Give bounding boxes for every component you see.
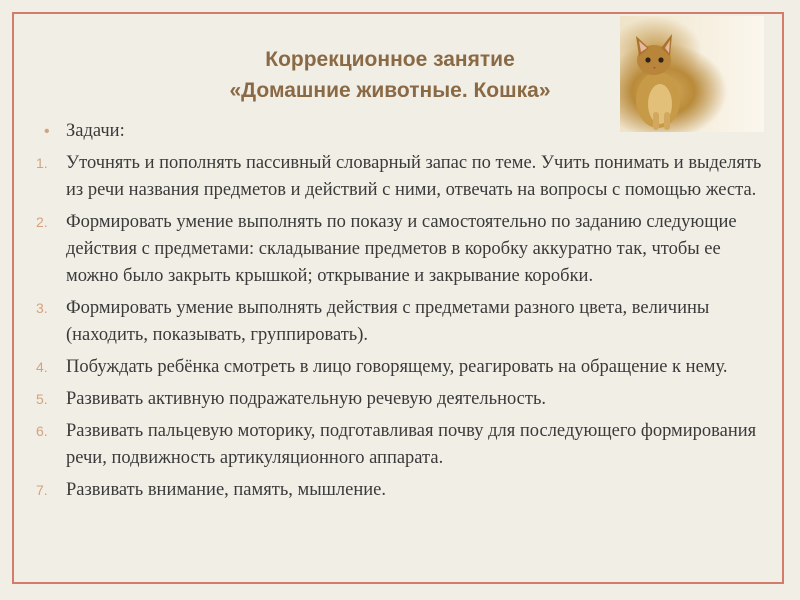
item-number: 2. xyxy=(36,214,48,230)
list-item xyxy=(36,477,772,504)
tasks-heading: Задачи: xyxy=(66,121,125,141)
tasks-heading-row xyxy=(36,118,772,145)
kitten-photo xyxy=(620,16,764,132)
item-number: 5. xyxy=(36,391,48,407)
list-item xyxy=(36,295,772,349)
title-line-1: Коррекционное занятие xyxy=(265,48,515,71)
list-item xyxy=(36,418,772,472)
item-number: 7. xyxy=(36,482,48,498)
bullet-icon: • xyxy=(44,123,50,140)
item-text: Побуждать ребёнка смотреть в лицо говорящему, реагировать на обращение к нему. xyxy=(66,357,728,377)
item-text: Формировать умение выполнять действия с предметами разного цвета, величины (находить, показывать, группировать). xyxy=(66,298,710,345)
item-number: 4. xyxy=(36,359,48,375)
list-item xyxy=(36,354,772,381)
item-text: Уточнять и пополнять пассивный словарный запас по теме. Учить понимать и выделять из речи названия предметов и действий с ними, отвечать на вопросы с помощью жеста. xyxy=(66,153,762,200)
item-text: Формировать умение выполнять по показу и самостоятельно по заданию следующие действия с предметами: складывание предметов в коробку аккуратно так, чтобы ее можно было закрыть крышкой; открывание и закрывание коробки. xyxy=(66,212,737,286)
title-line-2: «Домашние животные. Кошка» xyxy=(229,79,551,102)
task-list xyxy=(36,118,772,509)
item-text: Развивать пальцевую моторику, подготавливая почву для последующего формирования речи, подвижность артикуляционного аппарата. xyxy=(66,421,757,468)
item-number: 3. xyxy=(36,300,48,316)
item-number: 1. xyxy=(36,155,48,171)
slide-title xyxy=(170,44,610,106)
item-number: 6. xyxy=(36,423,48,439)
list-item xyxy=(36,209,772,290)
item-text: Развивать активную подражательную речевую деятельность. xyxy=(66,389,547,409)
list-item xyxy=(36,386,772,413)
list-item xyxy=(36,150,772,204)
item-text: Развивать внимание, память, мышление. xyxy=(66,480,386,500)
